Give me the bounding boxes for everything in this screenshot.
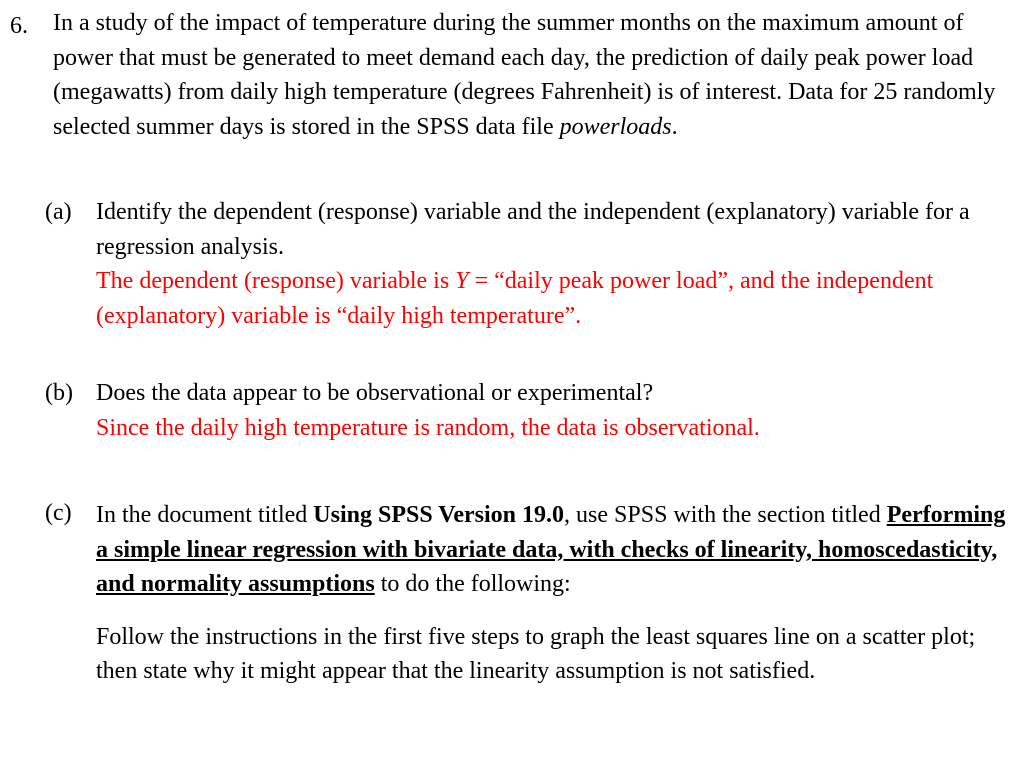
part-b-answer: Since the daily high temperature is random, the data is observational. bbox=[96, 414, 760, 441]
part-c-end-text: to do the following: bbox=[374, 571, 571, 597]
data-file-name: powerloads bbox=[559, 113, 672, 140]
part-c-mid-text: , use SPSS with the section titled bbox=[564, 502, 887, 528]
part-c-intro bbox=[96, 498, 1012, 602]
part-c-intro-text: In the document titled bbox=[96, 502, 314, 528]
part-a-question: Identify the dependent (response) variable and the independent (explanatory) variable for a regression analysis. bbox=[96, 199, 970, 260]
question-stem-text: In a study of the impact of temperature during the summer months on the maximum amount of power that must be generated to meet demand each day, the prediction of daily peak power load (megawatts) from daily high temperature (degrees Fahrenheit) is of interest. Data for 25 randomly selected summer days is stored in the SPSS data file bbox=[53, 10, 996, 140]
part-a-body bbox=[96, 195, 1012, 333]
question-stem-end: . bbox=[671, 113, 678, 140]
part-a-label: (a) bbox=[45, 199, 72, 225]
part-a-answer-end: = “daily peak power load”, and the independent (explanatory) variable is “daily high temperature”. bbox=[96, 268, 934, 329]
question-number: 6. bbox=[10, 13, 28, 39]
section-title: Performing a simple linear regression with bivariate data, with checks of linearity, homoscedasticity, and normality assumptions bbox=[96, 502, 1006, 597]
document-title: Using SPSS Version 19.0 bbox=[313, 502, 565, 528]
part-b-body bbox=[96, 376, 1012, 445]
part-c-instructions: Follow the instructions in the first five steps to graph the least squares line on a scatter plot; then state why it might appear that the linearity assumption is not satisfied. bbox=[96, 623, 976, 684]
part-a-answer bbox=[96, 264, 1012, 333]
part-c-label: (c) bbox=[45, 500, 72, 526]
part-c-body bbox=[96, 498, 1012, 689]
question-stem bbox=[53, 6, 1013, 144]
part-a-answer-variable: Y bbox=[455, 268, 469, 294]
part-b-question: Does the data appear to be observational or experimental? bbox=[96, 380, 654, 406]
part-a-answer-start: The dependent (response) variable is bbox=[96, 268, 456, 294]
part-b-label: (b) bbox=[45, 380, 73, 406]
